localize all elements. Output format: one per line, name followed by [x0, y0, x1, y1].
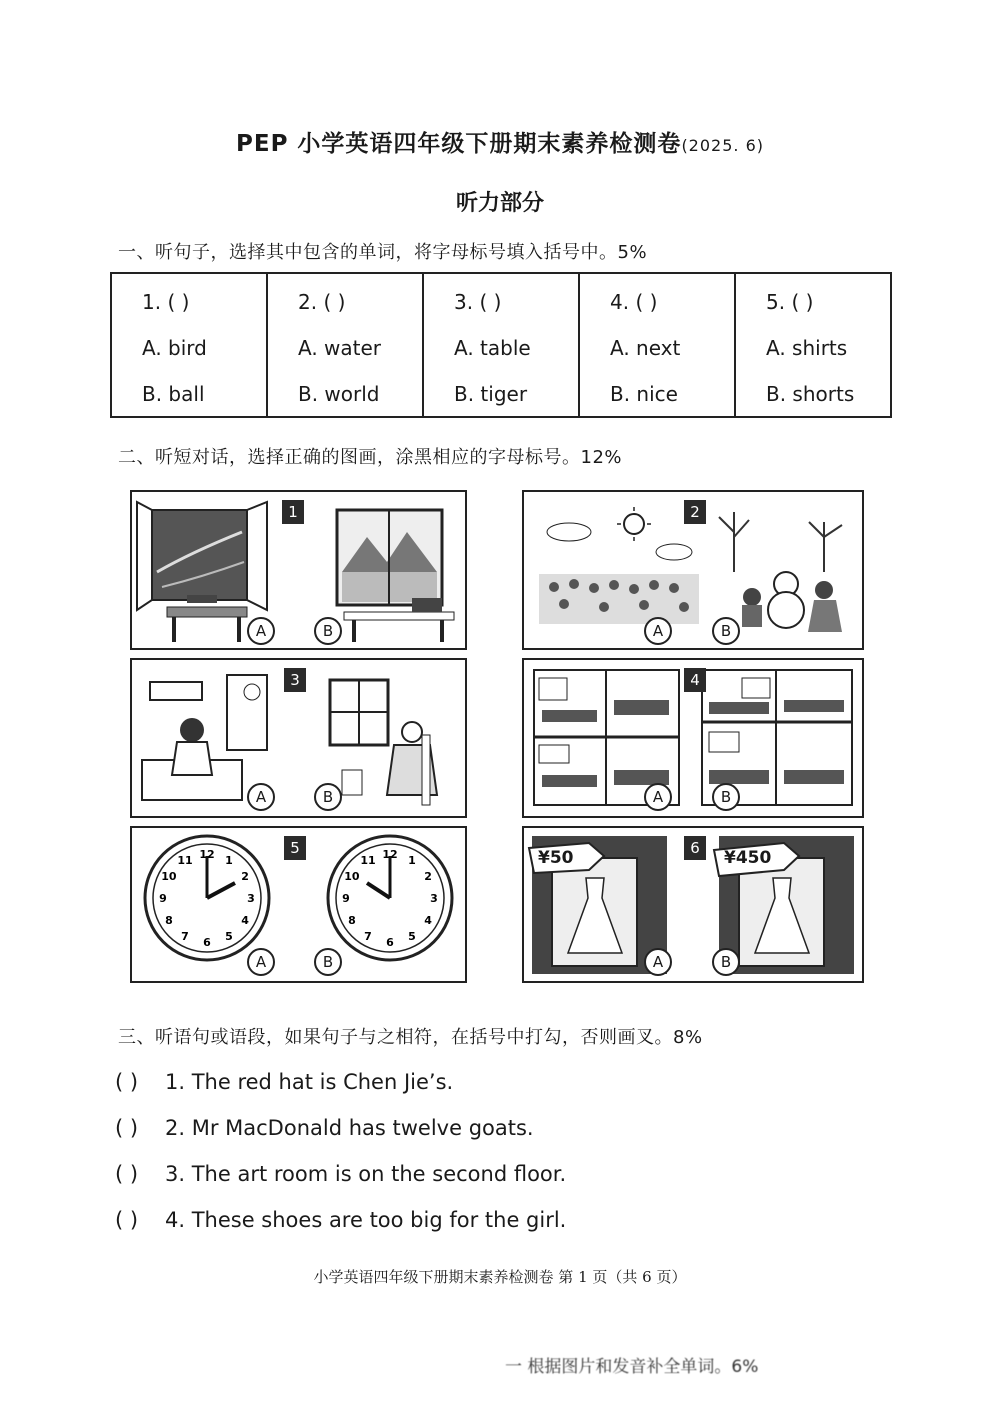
- clock-numeral: 12: [199, 848, 215, 861]
- tf-item-4[interactable]: [115, 1208, 566, 1232]
- tf-statement: 4. These shoes are too big for the girl.: [165, 1208, 567, 1232]
- picture-panel-2: [522, 490, 864, 650]
- tf-statement: 3. The art room is on the second floor.: [165, 1162, 567, 1186]
- q1-item[interactable]: [111, 273, 267, 417]
- clock-numeral: 4: [424, 914, 432, 927]
- clock-numeral: 7: [181, 930, 189, 944]
- next-page-peek: 一 根据图片和发音补全单词。6%: [505, 1357, 759, 1377]
- answer-parens[interactable]: ( ): [115, 1116, 139, 1140]
- page-title: [0, 125, 1000, 158]
- q1-number: 1. ( ): [142, 290, 190, 314]
- clock-numeral: 3: [247, 892, 255, 905]
- section1-heading: 一、听句子，选择其中包含的单词，将字母标号填入括号中。5%: [118, 242, 648, 263]
- tf-statement: 1. The red hat is Chen Jie’s.: [165, 1070, 454, 1094]
- tf-item-2[interactable]: [115, 1116, 534, 1140]
- option-b-circle[interactable]: B: [712, 783, 740, 811]
- option-a-circle[interactable]: A: [247, 948, 275, 976]
- page-footer: 小学英语四年级下册期末素养检测卷 第 1 页（共 6 页）: [313, 1268, 687, 1286]
- q5-option-b: B. shorts: [766, 382, 855, 406]
- clock-numeral: 1: [225, 853, 233, 867]
- q2-option-a: A. water: [298, 336, 382, 360]
- q3-item[interactable]: [423, 273, 579, 417]
- option-b-circle[interactable]: B: [314, 783, 342, 811]
- picture-panel-1: [130, 490, 467, 650]
- price-tag-b: ¥450: [724, 848, 772, 868]
- clock-numeral: 8: [348, 914, 356, 927]
- section3-heading: 三、听语句或语段，如果句子与之相符，在括号中打勾，否则画叉。8%: [118, 1027, 703, 1048]
- price-tag-a: ¥50: [538, 848, 574, 868]
- q2-item[interactable]: [267, 273, 423, 417]
- clock-numeral: 11: [360, 853, 376, 867]
- answer-parens[interactable]: ( ): [115, 1162, 139, 1186]
- q2-option-b: B. world: [298, 382, 380, 406]
- tf-item-1[interactable]: [115, 1070, 453, 1094]
- q4-number: 4. ( ): [610, 290, 658, 314]
- picture-panel-3: [130, 658, 467, 818]
- clock-numeral: 9: [342, 892, 350, 905]
- clock-numeral: 4: [241, 914, 249, 927]
- option-b-circle[interactable]: B: [314, 948, 342, 976]
- q5-number: 5. ( ): [766, 290, 814, 314]
- clock-numeral: 2: [241, 870, 249, 883]
- clock-numeral: 12: [382, 848, 398, 861]
- q3-option-b: B. tiger: [454, 382, 528, 406]
- panel-number-badge: 4: [684, 668, 706, 692]
- option-b-circle[interactable]: B: [712, 617, 740, 645]
- clock-numeral: 5: [408, 930, 416, 944]
- section-subtitle: 听力部分: [455, 191, 544, 216]
- picture-panel-4: [522, 658, 864, 818]
- section2-heading: 二、听短对话，选择正确的图画，涂黑相应的字母标号。12%: [118, 447, 623, 468]
- panel-number-badge: 1: [282, 500, 304, 524]
- answer-parens[interactable]: ( ): [115, 1070, 139, 1094]
- tf-item-3[interactable]: [115, 1162, 566, 1186]
- clock-numeral: 3: [430, 892, 438, 905]
- q4-option-b: B. nice: [610, 382, 678, 406]
- option-b-circle[interactable]: B: [712, 948, 740, 976]
- panel-number-badge: 3: [284, 668, 306, 692]
- clock-numeral: 6: [203, 936, 211, 949]
- clock-numeral: 5: [225, 930, 233, 944]
- q4-item[interactable]: [579, 273, 735, 417]
- clock-numeral: 10: [161, 870, 177, 883]
- clock-numeral: 7: [364, 930, 372, 944]
- clock-numeral: 9: [159, 892, 167, 905]
- clock-numeral: 6: [386, 936, 394, 949]
- answer-parens[interactable]: ( ): [115, 1208, 139, 1232]
- picture-panel-5: [130, 826, 467, 983]
- title-text: PEP 小学英语四年级下册期末素养检测卷: [236, 131, 682, 157]
- option-a-circle[interactable]: A: [247, 617, 275, 645]
- section1-table: [110, 272, 892, 418]
- clock-numeral: 11: [177, 853, 193, 867]
- q3-number: 3. ( ): [454, 290, 502, 314]
- q4-option-a: A. next: [610, 336, 681, 360]
- clock-numeral: 2: [424, 870, 432, 883]
- title-date: (2025. 6): [681, 136, 764, 155]
- q1-option-a: A. bird: [142, 336, 207, 360]
- q5-item[interactable]: [735, 273, 891, 417]
- option-a-circle[interactable]: A: [247, 783, 275, 811]
- option-a-circle[interactable]: A: [644, 783, 672, 811]
- option-a-circle[interactable]: A: [644, 948, 672, 976]
- q5-option-a: A. shirts: [766, 336, 848, 360]
- picture-panel-6: [522, 826, 864, 983]
- q1-option-b: B. ball: [142, 382, 205, 406]
- panel-number-badge: 2: [684, 500, 706, 524]
- clock-numeral: 1: [408, 853, 416, 867]
- panel-number-badge: 6: [684, 836, 706, 860]
- clock-numeral: 10: [344, 870, 360, 883]
- q2-number: 2. ( ): [298, 290, 346, 314]
- tf-statement: 2. Mr MacDonald has twelve goats.: [165, 1116, 534, 1140]
- panel-number-badge: 5: [284, 836, 306, 860]
- q3-option-a: A. table: [454, 336, 531, 360]
- option-b-circle[interactable]: B: [314, 617, 342, 645]
- clock-numeral: 8: [165, 914, 173, 927]
- option-a-circle[interactable]: A: [644, 617, 672, 645]
